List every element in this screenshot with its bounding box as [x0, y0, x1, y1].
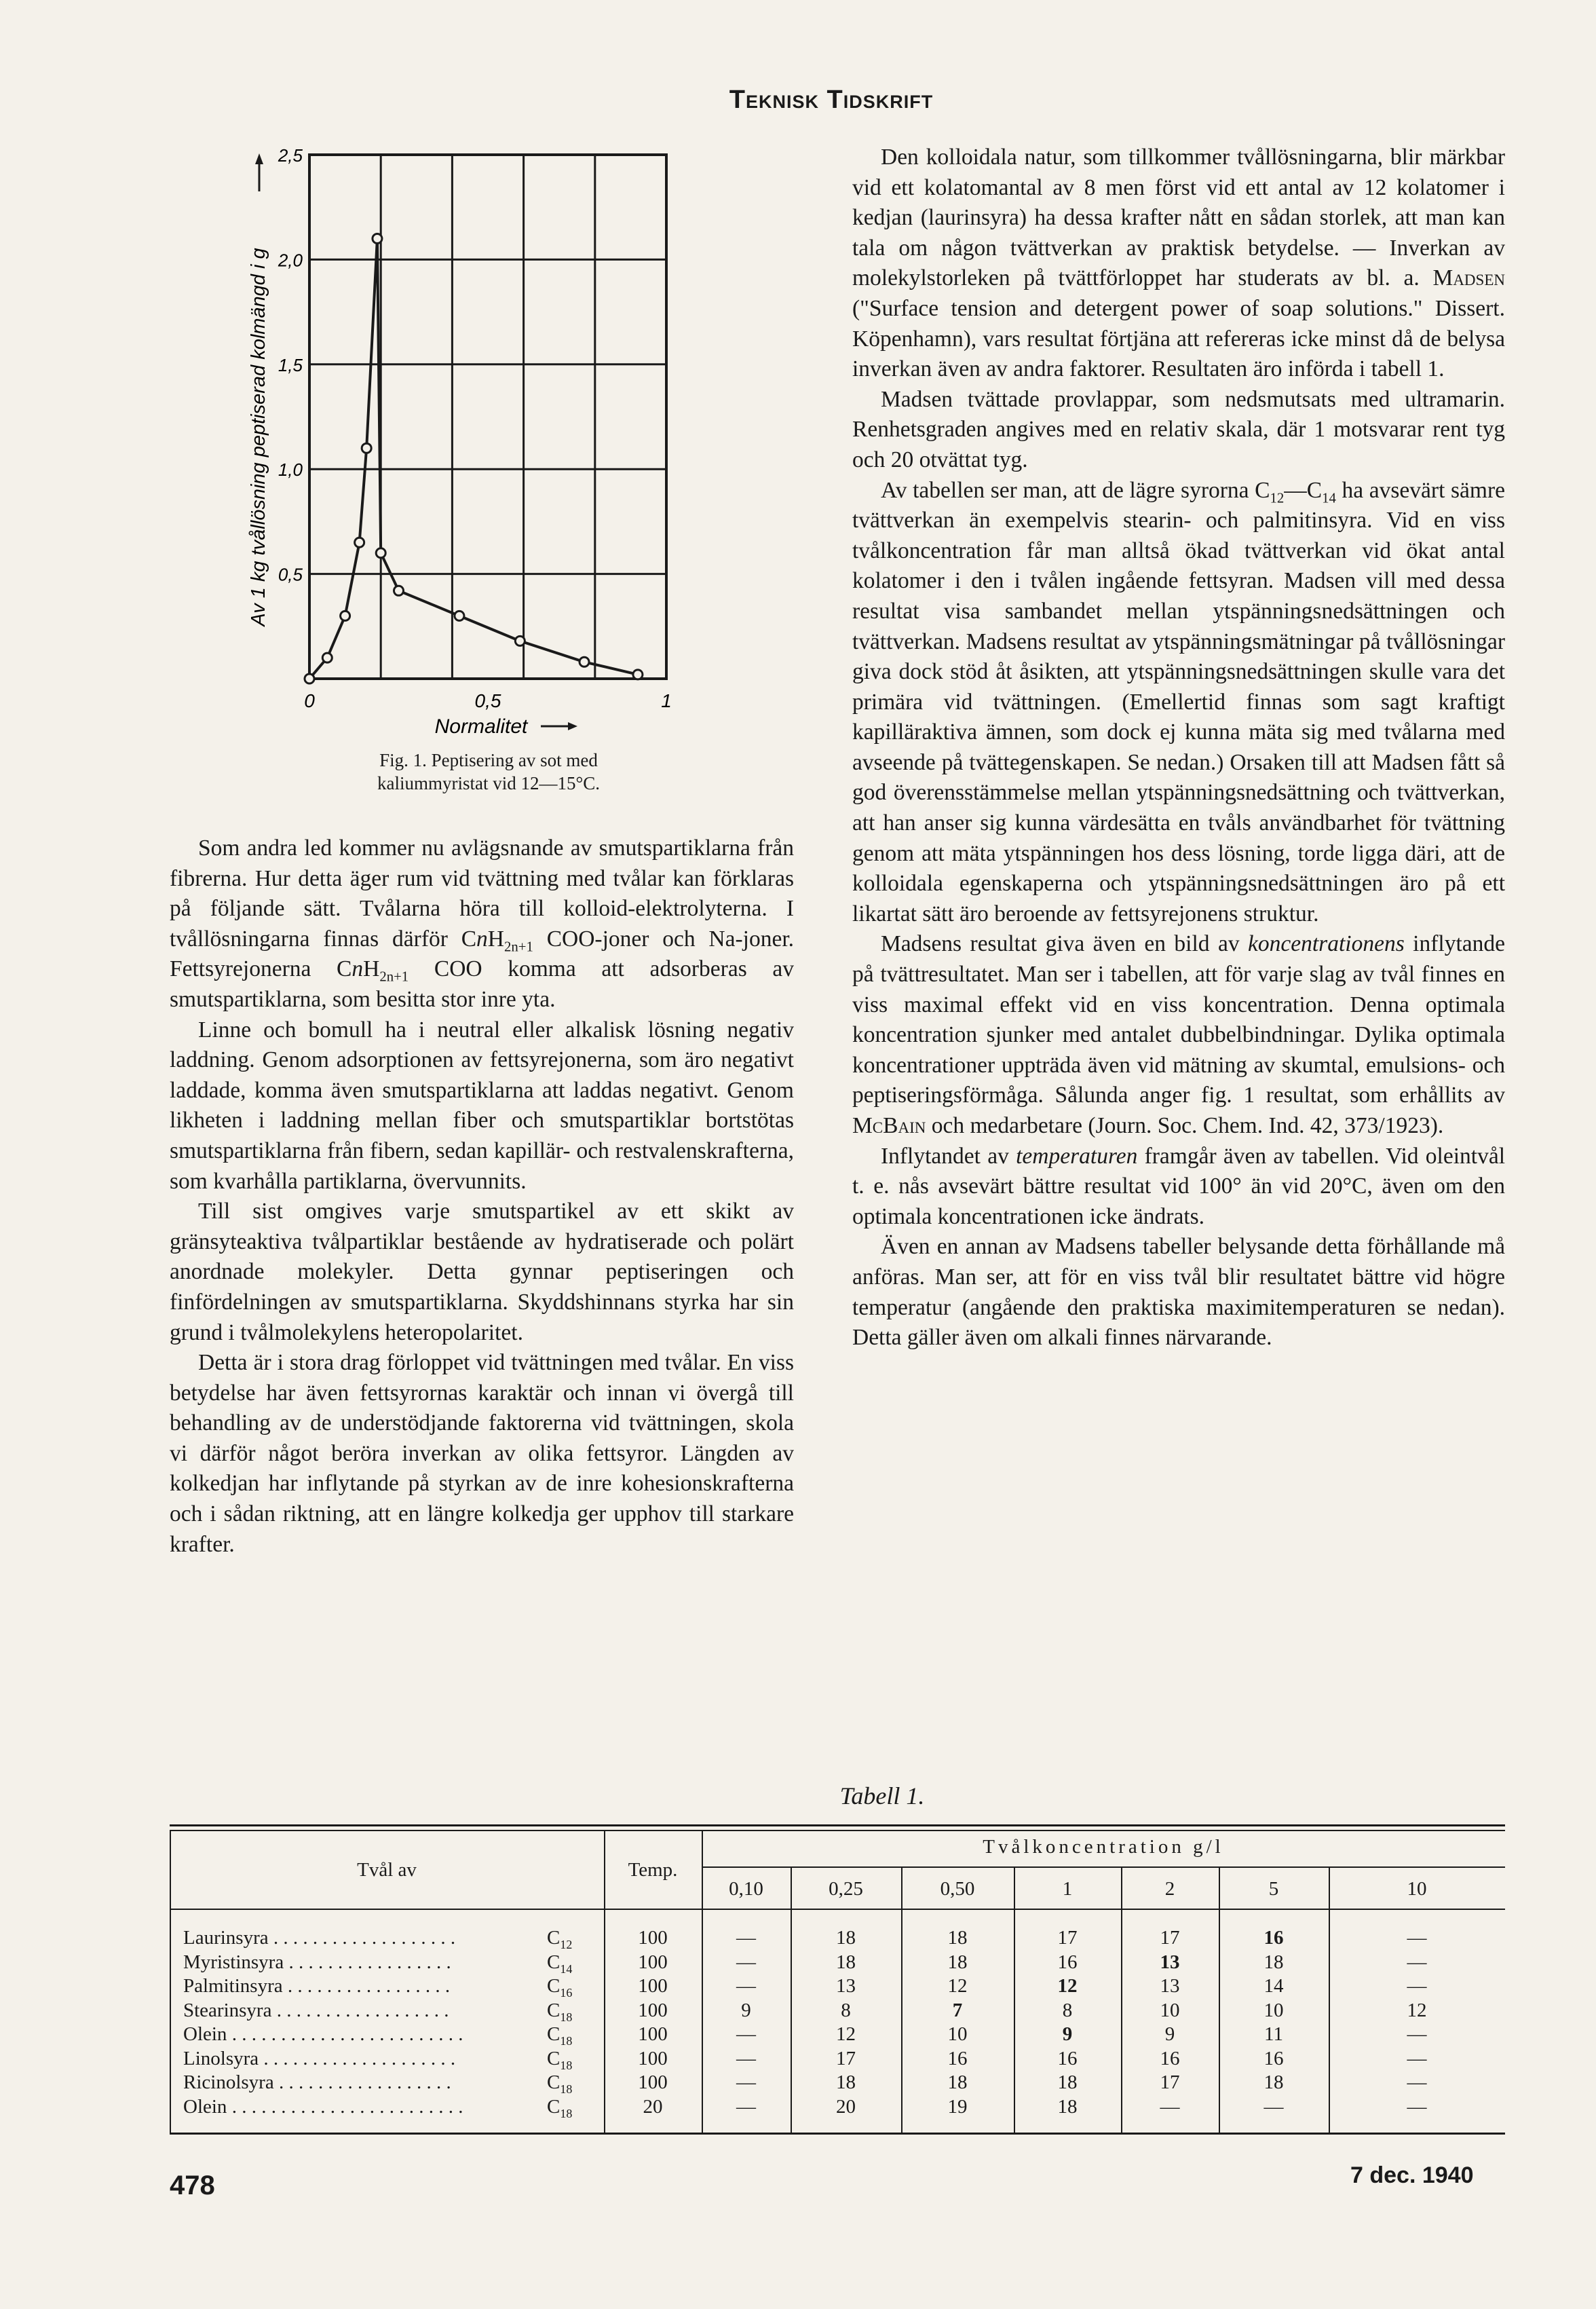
text-run: Detta är i stora drag förloppet vid tvättningen med tvålar. En viss betydelse har även fettsyrornas karaktär och innan vi övergå till behandling av de understödjande faktorerna vid tvättningen, skola vi därför något beröra inverkan av olika fettsyror. Längden av kolkedjan har inflytande på styrkan av de inre kohesionskrafterna och i sådan riktning, att en längre kolkedja ger upphov till starkare krafter. [170, 1350, 794, 1557]
data-point [580, 657, 589, 667]
soap-table [170, 1824, 1505, 2134]
carbon-symbol: C [547, 2047, 560, 2069]
text-run: ha avsevärt sämre tvättverkan än exempelvis stearin- och palmitinsyra. Vid en viss tvålkoncentration får man alltså ökad tvättverkan vid ökat antal kolatomer i den i tvålen ingående fettsyran. Madsen vill med dessa resultat visa sambandet mellan ytspänningsnedsättningen och tvättverkan. Madsens resultat av ytspänningsmätningar på tvållösningar giva dock stöd åt åsikten, att ytspänningsnedsättningen skulle vara det primära vid tvättningen. (Emellertid finnas som sagt kraftigt kapilläraktiva ämnen, som dock ej kunna mäta sig med tvålarna med avseende på tvättegenskapen. Se nedan.) Orsaken till att Madsen fått så god överensstämmelse mellan ytspänningsnedsättning och tvättverkan, att han anser sig kunna värdesätta en tvåls användbarhet för tvättning genom att mäta ytspänningen hos dess lösning, torde ligga däri, att de kolloidala egenskaperna och ytspänningsnedsättningen äro på ett likartat sätt äro beroende av fettsyrejonens struktur. [852, 477, 1505, 926]
data-point [341, 611, 350, 620]
table-cell: 20 [836, 2095, 856, 2118]
text-run: Madsen [1432, 265, 1505, 291]
soap-name: Ricinolsyra [183, 2071, 274, 2093]
figure-peptisation-chart [238, 136, 712, 740]
paragraph [852, 476, 1505, 930]
table-cell: 9 [741, 1999, 751, 2021]
table-cell: 18 [1264, 2071, 1284, 2093]
carbon-symbol: C [547, 2095, 560, 2118]
table-row-soap [183, 2047, 550, 2071]
carbon-count: 18 [560, 2106, 573, 2120]
data-point [355, 538, 364, 547]
table-cell: 16 [1057, 1951, 1078, 1973]
figure-caption [299, 749, 679, 795]
x-tick-label: 0 [304, 690, 315, 711]
table-row-soap [183, 1974, 550, 1998]
paragraph [852, 1232, 1505, 1353]
table-cell: 19 [947, 2095, 968, 2118]
y-tick-label: 0,5 [278, 564, 303, 585]
table-cell: 16 [1264, 1927, 1284, 1949]
y-tick-label: 2,5 [278, 145, 303, 166]
table-row-carbon [547, 2047, 601, 2071]
table-header-conc: 0,25 [829, 1878, 863, 1900]
table-cell: — [1407, 2071, 1427, 2093]
table-cell: — [736, 2095, 756, 2118]
table-row-soap [183, 2095, 550, 2119]
table-row-carbon [547, 2071, 601, 2095]
text-run: Som andra led kommer nu avlägsnande av smutspartiklarna från fibrerna. Hur detta äger rum vid tvättning med tvålar kan förklaras på följande sätt. Tvålarna höra till kolloid-elektrolyterna. I tvållösningarna finnas därför C [170, 836, 794, 952]
table-row-temp: 20 [643, 2095, 663, 2118]
table-row-carbon [547, 1974, 601, 1998]
table-row-temp: 100 [638, 1999, 668, 2021]
table-cell: — [736, 1927, 756, 1949]
paragraph [170, 1197, 794, 1348]
table-row-soap [183, 1926, 550, 1950]
table-cell: 17 [1160, 2071, 1180, 2093]
leader-dots: . . . . . . . . . . . . . . . . . . . [268, 1927, 456, 1949]
table-row-soap [183, 2071, 550, 2095]
soap-name: Linolsyra [183, 2047, 259, 2069]
soap-name: Palmitinsyra [183, 1975, 283, 1997]
table-cell: — [1407, 1927, 1427, 1949]
text-run: n [352, 956, 364, 982]
table-group-rule [702, 1866, 1505, 1868]
table-cell: 16 [1160, 2047, 1180, 2069]
leader-dots: . . . . . . . . . . . . . . . . . [284, 1951, 451, 1973]
table-header-rule [170, 1909, 1505, 1910]
table-cell: 18 [947, 1951, 968, 1973]
data-point [515, 636, 525, 645]
data-point [322, 653, 332, 662]
text-run: Linne och bomull ha i neutral eller alkalisk lösning negativ laddning. Genom adsorptionen av fettsyrejonerna, som äro negativt laddade, komma även smutspartiklarna att laddas negativt. Genom likheten i laddning mellan fiber och smutspartiklar bortstötas smutspartiklarna från fibern, sedan kapillär- och restvalenskrafterna, som kvarhålla partiklarna, övervunnits. [170, 1017, 794, 1194]
data-point [373, 234, 382, 244]
carbon-count: 18 [560, 2082, 573, 2096]
text-run: och medarbetare (Journ. Soc. Chem. Ind. 42, 373/1923). [926, 1113, 1444, 1138]
carbon-count: 18 [560, 2033, 573, 2048]
y-axis-label: Av 1 kg tvållösning peptiserad kolmängd i g [248, 248, 269, 626]
table-cell: — [736, 1951, 756, 1973]
y-tick-label: 2,0 [278, 250, 303, 271]
table-header-conc: 1 [1062, 1878, 1073, 1900]
data-point [305, 674, 314, 683]
series-line [309, 239, 638, 679]
table-cell: 12 [836, 2023, 856, 2045]
table-row-temp: 100 [638, 2023, 668, 2045]
table-cell: 12 [1407, 1999, 1427, 2021]
carbon-count: 14 [560, 1961, 573, 1976]
text-run: framgår även av tabellen. Vid oleintvål t. e. nås avsevärt bättre resultat vid 100° än vid 20°C, även om den optimala koncentrationen icke ändrats. [852, 1143, 1506, 1229]
paragraph [170, 1015, 794, 1197]
table-cell: 18 [836, 2071, 856, 2093]
table-row-carbon [547, 2095, 601, 2119]
table-row-soap [183, 1999, 550, 2023]
table-cell: 16 [1057, 2047, 1078, 2069]
soap-name: Myristinsyra [183, 1951, 284, 1973]
text-run: Den kolloidala natur, som tillkommer tvållösningarna, blir märkbar vid ett kolatomantal av 8 men först vid ett antal av 12 kolatomer i kedjan (laurinsyra) ha dessa krafter nått en sådan storlek, att man kan tala om någon tvättverkan av praktisk betydelse. — Inverkan av molekylstorleken på tvättförloppet har studerats av bl. a. [852, 145, 1505, 291]
table-cell: — [1407, 2047, 1427, 2069]
table-cell: 18 [836, 1951, 856, 1973]
table-cell: 12 [947, 1975, 968, 1997]
table-cell: — [1407, 2023, 1427, 2045]
table-row-temp: 100 [638, 2071, 668, 2093]
text-run: Inflytandet av [881, 1143, 1016, 1169]
leader-dots: . . . . . . . . . . . . . . . . . . [273, 2071, 451, 2093]
text-run: COO komma att adsorberas av smutspartiklarna, som besitta stor inre yta. [170, 956, 794, 1012]
text-run: inflytande på tvättresultatet. Man ser i tabellen, att för varje slag av tvål finnes en viss maximal effekt vid en viss koncentration. Denna optimala koncentration sjunker med antalet dubbelbindningar. Dylika optimala koncentrationer uppträda även vid mätning av skumtal, emulsions- och peptiseringsförmåga. Sålunda anger fig. 1 resultat, som erhållits av [852, 931, 1505, 1108]
table-header-conc: 5 [1268, 1878, 1279, 1900]
table-header-conc: 2 [1164, 1878, 1175, 1900]
table-cell: — [736, 2047, 756, 2069]
table-row-temp: 100 [638, 1927, 668, 1949]
paragraph [852, 385, 1505, 476]
data-point [376, 548, 385, 558]
table-row-soap [183, 1951, 550, 1974]
table-cell: — [736, 1975, 756, 1997]
table-cell: 18 [1057, 2071, 1078, 2093]
x-tick-label: 1 [661, 690, 672, 711]
text-run: COO-joner och Na-joner. Fettsyrejonerna C [170, 926, 794, 982]
table-cell: 17 [1160, 1927, 1180, 1949]
table-cell: 10 [947, 2023, 968, 2045]
table-cell: 12 [1057, 1975, 1078, 1997]
table-top-rule-inner [170, 1830, 1505, 1831]
figure-caption-line2: kaliummyristat vid 12—15°C. [377, 773, 601, 793]
paragraph [852, 1142, 1505, 1233]
x-tick-label: 0,5 [474, 690, 501, 711]
table-cell: 18 [1264, 1951, 1284, 1973]
soap-name: Stearinsyra [183, 1999, 272, 2021]
leader-dots: . . . . . . . . . . . . . . . . . . . . [259, 2047, 456, 2069]
table-cell: — [736, 2071, 756, 2093]
y-tick-label: 1,0 [278, 459, 303, 481]
table-header-conc: 10 [1407, 1878, 1427, 1900]
paragraph [852, 929, 1505, 1141]
table-cell: 10 [1264, 1999, 1284, 2021]
text-run: H [363, 956, 380, 982]
table-top-rule [170, 1824, 1505, 1826]
running-head: Teknisk Tidskrift [729, 86, 934, 114]
table-cell: 8 [841, 1999, 851, 2021]
soap-name: Olein [183, 2095, 227, 2118]
table-title: Tabell 1. [839, 1782, 925, 1809]
table-cell: 14 [1264, 1975, 1284, 1997]
figure-caption-line1: Fig. 1. Peptisering av sot med [379, 750, 598, 770]
table-cell: — [1407, 1951, 1427, 1973]
data-point [455, 611, 464, 620]
text-run: temperaturen [1016, 1143, 1138, 1169]
table-row-temp: 100 [638, 2047, 668, 2069]
table-cell: 17 [1057, 1927, 1078, 1949]
text-run: 14 [1322, 490, 1336, 506]
text-run: 2n+1 [504, 939, 533, 955]
carbon-count: 16 [560, 1985, 573, 2000]
text-run: —C [1284, 477, 1323, 503]
table-row-temp: 100 [638, 1951, 668, 1973]
leader-dots: . . . . . . . . . . . . . . . . . . [271, 1999, 449, 2021]
carbon-count: 18 [560, 2010, 573, 2024]
text-run: Till sist omgives varje smutspartikel av ett skikt av gränsyteaktiva tvålpartiklar bestående av hydratiserade och polärt anordnade molekyler. Detta gynnar peptiseringen och finfördelningen av smutspartiklarna. Skyddshinnans styrka har sin grund i tvålmolekylens heteropolaritet. [170, 1199, 794, 1345]
carbon-symbol: C [547, 1927, 560, 1949]
carbon-symbol: C [547, 2071, 560, 2093]
text-run: H [487, 926, 504, 952]
table-cell: 8 [1062, 1999, 1073, 2021]
data-point [362, 443, 371, 453]
text-run: Även en annan av Madsens tabeller belysande detta förhållande må anföras. Man ser, att för en viss tvål blir resultatet bättre vid högre temperatur (angående den praktiska maximitemperaturen se nedan). Detta gäller även om alkali finnes närvarande. [852, 1234, 1505, 1351]
table-cell: — [1407, 1975, 1427, 1997]
x-axis-arrowhead [568, 722, 577, 730]
table-cell: 18 [947, 2071, 968, 2093]
leader-dots: . . . . . . . . . . . . . . . . . [282, 1975, 451, 1997]
table-header-concentration: Tvålkoncentration g/l [983, 1836, 1224, 1858]
y-axis-arrowhead [255, 153, 263, 164]
data-point [633, 670, 643, 679]
text-run: koncentrationens [1248, 931, 1405, 957]
carbon-symbol: C [547, 1999, 560, 2021]
paragraph [170, 1348, 794, 1560]
table-cell: 16 [1264, 2047, 1284, 2069]
table-cell: 10 [1160, 1999, 1180, 2021]
text-run: 12 [1270, 490, 1285, 506]
table-cell: 9 [1062, 2023, 1073, 2045]
carbon-count: 12 [560, 1937, 573, 1951]
text-run: ("Surface tension and detergent power of soap solutions." Dissert. Köpenhamn), vars resultat förtjäna att refereras icke minst då de belysa inverkan även av andra faktorer. Resultaten äro införda i tabell 1. [852, 295, 1505, 382]
table-cell: — [736, 2023, 756, 2045]
table-cell: 7 [952, 1999, 963, 2021]
table-row-carbon [547, 1999, 601, 2023]
table-cell: 18 [947, 1927, 968, 1949]
table-row-carbon [547, 1926, 601, 1950]
text-run: McBain [852, 1113, 926, 1138]
table-cell: 18 [1057, 2095, 1078, 2118]
page-number: 478 [170, 2171, 215, 2200]
paragraph [170, 833, 794, 1015]
text-run: Madsens resultat giva även en bild av [881, 931, 1249, 957]
data-point [394, 586, 404, 595]
table-bottom-rule [170, 2133, 1505, 2135]
soap-name: Olein [183, 2023, 227, 2045]
right-column-text [852, 143, 1505, 1353]
table-cell: 13 [1160, 1951, 1180, 1973]
carbon-symbol: C [547, 1975, 560, 1997]
text-run: Av tabellen ser man, att de lägre syrorna C [881, 477, 1270, 503]
table-cell: 13 [1160, 1975, 1180, 1997]
leader-dots: . . . . . . . . . . . . . . . . . . . . . . . . [227, 2095, 463, 2118]
text-run: 2n+1 [379, 969, 409, 985]
carbon-symbol: C [547, 1951, 560, 1973]
text-run: n [476, 926, 488, 952]
table-header-soap: Tvål av [357, 1859, 417, 1881]
left-column-text [170, 833, 794, 1560]
table-cell: 11 [1264, 2023, 1283, 2045]
table-cell: 17 [836, 2047, 856, 2069]
soap-name: Laurinsyra [183, 1927, 269, 1949]
table-cell: 16 [947, 2047, 968, 2069]
table-cell: 13 [836, 1975, 856, 1997]
table-header-temp: Temp. [628, 1859, 678, 1881]
x-axis-label: Normalitet [434, 715, 528, 738]
carbon-count: 18 [560, 2058, 573, 2072]
table-header-conc: 0,50 [940, 1878, 975, 1900]
table-row-carbon [547, 1951, 601, 1974]
plot-frame [309, 155, 666, 679]
table-cell: 18 [836, 1927, 856, 1949]
table-cell: — [1160, 2095, 1180, 2118]
table-cell: — [1264, 2095, 1284, 2118]
text-run: Madsen tvättade provlappar, som nedsmutsats med ultramarin. Renhetsgraden angives med en relativ skala, där 1 motsvarar rent tyg och 20 otvättat tyg. [852, 386, 1505, 472]
issue-date: 7 dec. 1940 [1350, 2162, 1474, 2188]
table-cell: — [1407, 2095, 1427, 2118]
table-row-temp: 100 [638, 1975, 668, 1997]
paragraph [852, 143, 1505, 385]
y-tick-label: 1,5 [278, 354, 303, 375]
table-cell: 9 [1164, 2023, 1175, 2045]
table-row-carbon [547, 2023, 601, 2046]
leader-dots: . . . . . . . . . . . . . . . . . . . . . . . . [227, 2023, 463, 2045]
table-row-soap [183, 2023, 550, 2046]
carbon-symbol: C [547, 2023, 560, 2045]
table-header-conc: 0,10 [729, 1878, 763, 1900]
